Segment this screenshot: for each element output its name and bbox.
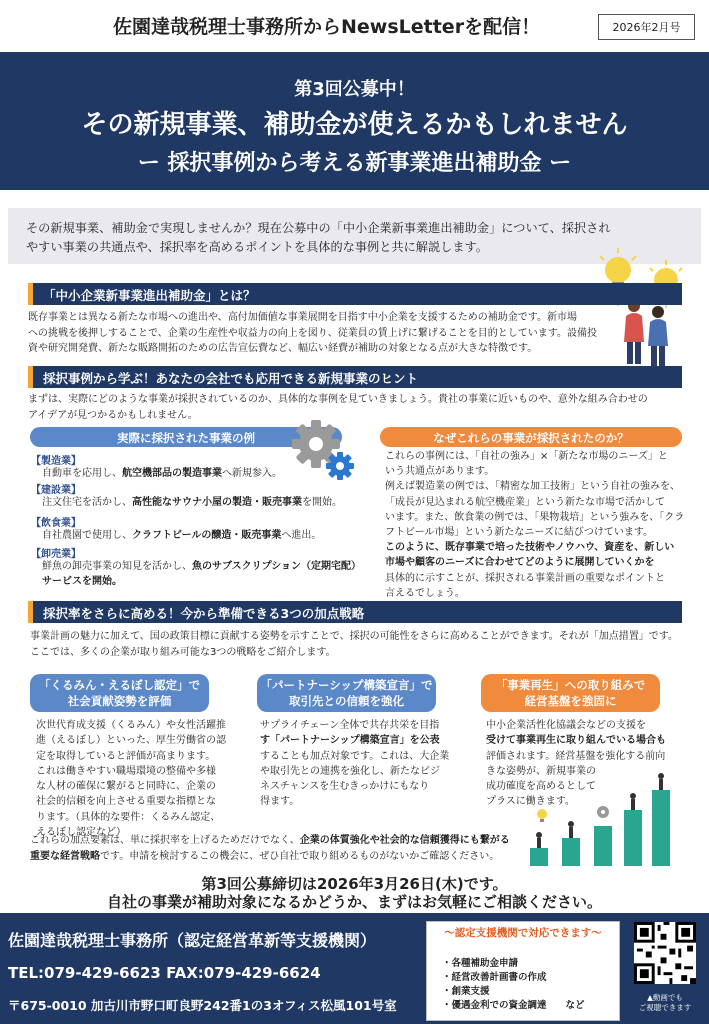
text-line: することも加点対象です。これは、大企業 [260,750,450,762]
person-icon [658,773,664,790]
strategies-closing [30,833,530,864]
example-detail: 自動車を応用し、航空機部品の製造事業へ新規参入。 [42,468,282,479]
subsidy-description [28,310,598,357]
support-item: ・各種補助金申請 [442,958,519,969]
support-item: ・創業支援 [442,986,490,997]
qr-code[interactable] [634,922,696,984]
text-line: 評価されます。経営基盤を強化する前向 [486,750,666,762]
card-kurumin-text [36,718,246,840]
example-detail: 鮮魚の卸売事業の知見を活かし、魚のサブスクリプション（定期宅配） [42,561,361,572]
hero-subtitle: ー 採択事例から考える新事業進出補助金 ー [137,151,572,176]
text-line: このように、既存事業で培った技術やノウハウ、資産を、新しい [385,542,675,554]
example-detail: 注文住宅を活かし、高性能なサウナ小屋の製造・販売事業を開始。 [42,497,342,508]
text-line: プラスに働きます。 [486,796,575,808]
qr-note-line: ご視聴できます [638,1003,692,1012]
qr-note-line: ▲動画でも [647,993,683,1002]
example-detail: 自社農園で使用し、クラフトビールの醸造・販売事業へ進出。 [42,530,322,541]
text-segment: 企業の体質強化や社会的な信頼獲得にも繋がる [299,835,510,846]
text-line: 得ます。 [260,796,300,808]
text-line: ネスチャンスを生むきっかけにもなり [260,781,430,793]
strategies-description [30,629,700,660]
text-line: な人材の確保に繋がると同時に、企業の [36,781,216,793]
card-title-line: 「パートナーシップ構築宣言」で [260,678,433,692]
issue-badge: 2026年2月号 [598,14,695,40]
text-line: えるぼし認定など） [36,827,126,839]
office-address: 〒675-0010 加古川市野口町良野242番1の3オフィス松風101号室 [8,998,397,1013]
contact-phone: TEL:079-429-6623 FAX:079-429-6624 [8,964,321,982]
intro-line: やすい事業の共通点や、採択率を高めるポイントを具体的な事例と共に解説します。 [26,240,488,254]
example-detail: サービスを開始。 [42,576,122,587]
support-item: ・優遇金利での資金調達 など [442,1000,585,1011]
text-line: 既存事業とは異なる新たな市場への進出や、高付加価値な事業展開を目指す中小企業を支援するための補助金です。新市場 [28,312,577,323]
person-man-icon [648,306,668,366]
text-segment: 重要な経営戦略 [30,850,100,862]
card-title-line: 「事業再生」への取り組みで [495,678,646,692]
person-icon [568,821,574,838]
text-line: ります。（具体的な要件：くるみん認定、 [36,811,221,823]
text-line: 中小企業活性化協議会などの支援を [486,720,646,731]
newsletter-title: 佐園達哉税理士事務所からNewsLetterを配信！ [113,16,541,38]
card-kurumin-title [30,674,209,712]
text-line: サプライチェーン全体で共存共栄を目指 [260,720,440,731]
text-line: す「パートナーシップ構築宣言」を公表 [260,735,440,747]
lightbulb-icon [537,809,547,822]
example-category: 【製造業】 [31,456,81,467]
text-line: アイデアが見つかるかもしれません。 [28,409,198,421]
text-line: 定を取得していると評価が高まります。 [36,750,216,762]
text-line: 次世代育成支援（くるみん）や女性活躍推 [36,720,226,731]
text-line: 市場や顧客のニーズに合わせてどのように展開していくかを [385,557,655,569]
gear-icon [597,806,609,818]
text-line: きな姿勢が、新規事業の [486,765,596,777]
card-partnership-text [260,718,472,810]
examples-pill: 実際に採択された事業の例 [30,427,342,447]
text-line: 具体的に示すことが、採択される事業計画の重要なポイントと [385,572,665,584]
support-services-title: ～認定支援機関で対応できます～ [444,927,602,939]
card-title-line: 「くるみん・えるぼし認定」で [39,678,200,692]
qr-note [622,993,708,1013]
person-icon [630,793,636,810]
text-line: 事業計画の魅力に加えて、国の政策目標に貢献する姿勢を示すことで、採択の可能性をさらに高めることができます。それが「加点措置」です。 [30,631,678,642]
section-heading-hints: 採択事例から学ぶ！あなたの会社でも応用できる新規事業のヒント [28,366,682,388]
text-line: 「成長が見込まれる航空機産業」という新たな市場で活かして [385,496,665,508]
text-line: まずは、実際にどのような事業が採択されているのか、具体的な事例を見ていきましょう。貴社の事業に近いものや、意外な組み合わせの [28,394,648,405]
text-line: 例えば製造業の例では、「精密な加工技術」という自社の強みを、 [385,481,680,493]
card-title-line: 取引先との信頼を強化 [289,694,404,708]
reasons-pill: なぜこれらの事業が採択されたのか？ [380,427,682,447]
text-line: 進（えるぼし）といった、厚生労働省の認 [36,735,226,747]
reasons-text [385,449,685,601]
support-item: ・経営改善計画書の作成 [442,972,547,983]
text-line: や取引先との連携を強化し、新たなビジ [260,765,440,777]
card-title-line: 経営基盤を強固に [524,694,617,708]
growth-chart-illustration [524,772,674,868]
office-name: 佐園達哉税理士事務所（認定経営革新等支援機関） [8,931,377,950]
text-line: 資や研究開発費、新たな販路開拓のための広告宣伝費など、幅広い経費が補助の対象となる点が大きな特徴です。 [28,343,538,354]
text-segment: これらの加点要素は、単に採択率を上げるためだけでなく、 [30,835,300,846]
text-line: フトビール市場」という新たなニーズに結びつけています。 [385,527,654,539]
text-line: 社会的信頼を向上させる重要な指標とな [36,796,216,808]
hero-banner [0,52,709,190]
example-category: 【卸売業】 [31,549,81,560]
text-line: ここでは、多くの企業が取り組み可能な3つの戦略をご紹介します。 [30,646,336,658]
person-icon [536,832,542,848]
text-segment: です。申請を検討するこの機会に、ぜひ自社で取り組めるものがないかご確認ください。 [100,850,500,862]
card-title-line: 社会貢献姿勢を評価 [67,694,172,708]
example-category: 【飲食業】 [31,518,81,529]
example-category: 【建設業】 [31,485,81,496]
card-partnership-title [257,674,436,712]
card-revitalization-title [481,674,660,712]
text-line: これらの事例には、「自社の強み」×「新たな市場のニーズ」と [385,451,668,462]
text-line: これは働きやすい職場環境の整備や多様 [36,765,216,777]
deadline-notice: 第3回公募締切は2026年3月26日(木)です。 [201,875,508,893]
section-heading-strategies: 採択率をさらに高める！今から準備できる3つの加点戦略 [28,601,682,623]
text-line: への挑戦を後押しすることで、企業の生産性や収益力の向上を図り、従業員の賃上げに繋げることを目的としています。設備投 [28,327,597,339]
consultation-notice: 自社の事業が補助対象になるかどうか、まずはお気軽にご相談ください。 [106,893,602,911]
text-line: 言えるでしょう。 [385,587,465,599]
intro-line: その新規事業、補助金で実現しませんか？現在公募中の「中小企業新事業進出補助金」について、採択され [26,221,611,235]
text-line: いう共通点があります。 [385,466,495,478]
text-line: 成功確度を高めるとして [486,781,596,793]
text-line: います。また、飲食業の例では、「果物栽培」という強みを、「クラ [385,511,685,523]
person-woman-icon [624,300,644,364]
hero-line1: 第3回公募中！ [294,79,415,100]
text-line: 受けて事業再生に取り組んでいる場合も [486,735,666,747]
hero-headline: その新規事業、補助金が使えるかもしれません [81,110,628,140]
section-heading-subsidy: 「中小企業新事業進出補助金」とは？ [28,283,682,305]
